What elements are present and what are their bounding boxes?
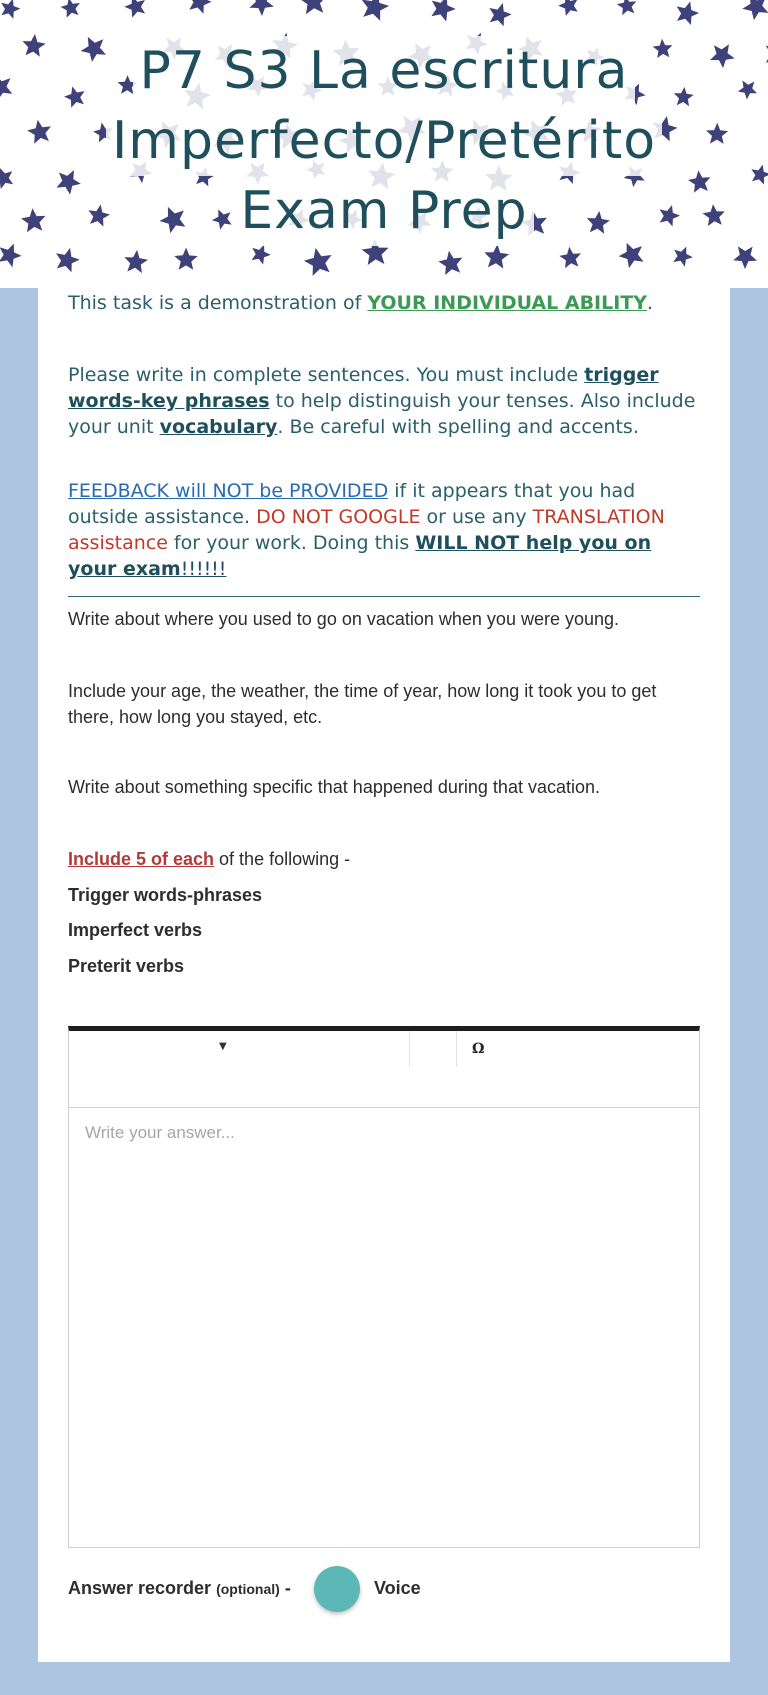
include-five-link[interactable]: Include 5 of each [68,849,215,869]
star-decoration [189,0,212,14]
star-decoration [742,0,768,20]
star-decoration [362,0,389,21]
include-rest-text: of the following - [214,849,351,869]
include-instructions [68,846,700,872]
star-decoration [431,0,455,21]
star-decoration [56,248,80,272]
intro-paragraph-2 [68,362,700,440]
title-line-3: Exam Prep [234,176,533,246]
star-decoration [619,243,644,268]
page-title [0,36,768,246]
prompt-line-1: Write about where you used to go on vacation when you were young. [68,609,620,629]
intro-text: if it appears that you had outside assistance. [68,480,636,528]
intro-text: This task is a demonstration of [68,292,368,314]
requirement-imperfect-verbs: Imperfect verbs [68,920,203,940]
intro-text: or use any [420,506,533,528]
answer-recorder [68,1566,700,1612]
prompt-line-3: Write about something specific that happened during that vacation. [68,777,601,797]
title-line-2: Imperfecto/Pretérito [106,106,662,176]
star-decoration [299,0,327,14]
answer-recorder-label [68,1578,291,1599]
star-decoration [559,247,581,268]
recorder-label-text: Answer recorder [68,1578,217,1598]
star-decoration [61,0,80,18]
star-decoration [124,0,145,18]
trigger-words-text: trigger words-key phrases [68,364,659,412]
translation-text: TRANSLATION assistance [68,506,665,554]
star-decoration [174,248,197,270]
header-banner [0,0,768,288]
vocabulary-text: vocabulary [159,416,278,438]
star-decoration [617,0,637,15]
intro-text: . Be careful with spelling and accents. [277,416,639,438]
optional-text: (optional) [216,1581,280,1597]
special-character-icon[interactable]: Ω [472,1041,485,1057]
intro-text: Please write in complete sentences. You must include [68,364,585,386]
content-card [38,288,730,1662]
prompt-line-2: Include your age, the weather, the time of year, how long it took you to get there, how long you stayed, etc. [68,681,657,727]
star-decoration [249,0,273,16]
star-decoration [484,244,509,268]
star-decoration [558,0,578,16]
record-voice-button[interactable] [314,1566,360,1612]
exclamation-text: !!!!!! [180,558,227,580]
recorder-dash-text: - [279,1578,291,1598]
star-decoration [677,2,700,26]
star-decoration [438,251,462,275]
star-decoration [489,3,511,26]
answer-editor [68,1026,700,1548]
intro-paragraph-3 [68,478,700,582]
voice-label: Voice [374,1578,421,1598]
intro-text: for your work. Doing this [167,532,416,554]
star-decoration [733,246,757,269]
intro-text: . [647,292,654,314]
individual-ability-text: YOUR INDIVIDUAL ABILITY [367,292,648,314]
star-decoration [252,245,271,265]
requirement-preterit-verbs: Preterit verbs [68,956,185,976]
toolbar-separator [409,1031,410,1067]
divider [68,596,700,597]
title-line-1: P7 S3 La escritura [133,36,634,106]
feedback-warning-text: FEEDBACK will NOT be PROVIDED [68,480,389,502]
format-dropdown-chevron-down-icon[interactable]: ▼ [219,1041,227,1052]
star-decoration [304,248,332,276]
star-decoration [673,247,693,267]
intro-text: to help distinguish your tenses. Also include your unit [68,390,696,438]
star-decoration [0,244,22,268]
star-decoration [124,250,147,273]
star-decoration [1,0,20,19]
do-not-google-text: DO NOT GOOGLE [256,506,421,528]
will-not-help-text: WILL NOT help you on your exam [68,532,652,580]
intro-paragraph-1 [68,290,700,316]
answer-input[interactable] [85,1123,683,1523]
editor-toolbar [69,1031,699,1108]
toolbar-separator [456,1031,457,1067]
requirement-trigger-words: Trigger words-phrases [68,885,263,905]
